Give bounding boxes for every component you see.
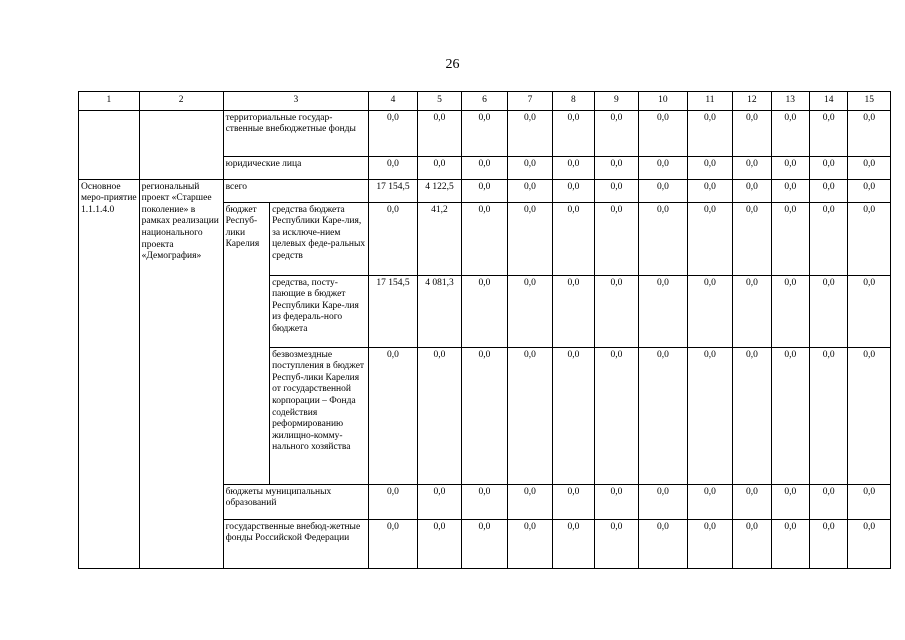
value-cell: 0,0 [417,156,461,179]
value-cell: 0,0 [771,110,809,156]
value-cell: 0,0 [507,110,553,156]
value-cell: 0,0 [507,347,553,484]
value-cell: 0,0 [771,156,809,179]
value-cell: 0,0 [687,202,733,275]
value-cell: 0,0 [553,179,594,202]
value-cell: 0,0 [687,156,733,179]
event-cell-empty [79,110,140,179]
funding-source-label: всего [223,179,369,202]
value-cell: 0,0 [369,202,418,275]
value-cell: 41,2 [417,202,461,275]
value-cell: 0,0 [771,347,809,484]
value-cell: 0,0 [369,110,418,156]
value-cell: 0,0 [369,156,418,179]
value-cell: 0,0 [639,202,688,275]
header-cell: 10 [639,92,688,111]
header-cell: 7 [507,92,553,111]
funding-source-label: средства бюджета Республики Каре-лия, за исключе-нием целевых феде-ральных средств [270,202,369,275]
value-cell: 17 154,5 [369,179,418,202]
value-cell: 0,0 [553,347,594,484]
value-cell: 4 081,3 [417,275,461,347]
value-cell: 0,0 [733,110,771,156]
value-cell: 0,0 [594,347,638,484]
funding-source-label: безвозмездные поступления в бюджет Респуб-лики Карелия от государственной корпорации – Фонда содействия реформированию жилищно-комму-нального хозяйства [270,347,369,484]
value-cell: 0,0 [462,519,508,568]
value-cell: 0,0 [594,202,638,275]
value-cell: 0,0 [771,519,809,568]
page-number: 26 [445,57,460,72]
value-cell: 0,0 [594,519,638,568]
header-cell: 12 [733,92,771,111]
value-cell: 0,0 [810,484,848,519]
budget-table [78,91,891,569]
value-cell: 0,0 [810,202,848,275]
header-cell: 4 [369,92,418,111]
value-cell: 0,0 [639,275,688,347]
header-cell: 11 [687,92,733,111]
header-cell: 2 [139,92,223,111]
value-cell: 0,0 [810,519,848,568]
value-cell: 0,0 [848,156,891,179]
value-cell: 0,0 [594,110,638,156]
value-cell: 0,0 [639,347,688,484]
value-cell: 0,0 [687,347,733,484]
value-cell: 0,0 [687,275,733,347]
value-cell: 0,0 [639,179,688,202]
value-cell: 0,0 [733,347,771,484]
value-cell: 0,0 [462,484,508,519]
value-cell: 4 122,5 [417,179,461,202]
header-cell: 8 [553,92,594,111]
value-cell: 0,0 [553,110,594,156]
value-cell: 0,0 [771,202,809,275]
value-cell: 0,0 [848,484,891,519]
value-cell: 0,0 [810,110,848,156]
table-row [79,110,891,156]
header-cell: 14 [810,92,848,111]
value-cell: 0,0 [810,275,848,347]
header-cell: 13 [771,92,809,111]
value-cell: 0,0 [733,156,771,179]
value-cell: 0,0 [553,275,594,347]
value-cell: 0,0 [733,179,771,202]
value-cell: 0,0 [639,484,688,519]
value-cell: 0,0 [553,519,594,568]
header-cell: 3 [223,92,369,111]
value-cell: 0,0 [594,275,638,347]
header-cell: 1 [79,92,140,111]
project-cell-empty [139,110,223,179]
funding-source-label: бюджеты муниципальных образований [223,484,369,519]
funding-source-label: юридические лица [223,156,369,179]
table-row [79,179,891,202]
value-cell: 0,0 [369,347,418,484]
header-cell: 9 [594,92,638,111]
value-cell: 0,0 [639,156,688,179]
budget-group-cell: бюджет Респуб-лики Карелия [223,202,270,484]
value-cell: 0,0 [369,484,418,519]
value-cell: 0,0 [848,179,891,202]
value-cell: 0,0 [848,110,891,156]
value-cell: 0,0 [462,110,508,156]
value-cell: 0,0 [553,202,594,275]
value-cell: 0,0 [733,202,771,275]
value-cell: 0,0 [369,519,418,568]
value-cell: 17 154,5 [369,275,418,347]
value-cell: 0,0 [417,110,461,156]
header-cell: 15 [848,92,891,111]
value-cell: 0,0 [810,156,848,179]
value-cell: 0,0 [417,519,461,568]
value-cell: 0,0 [417,484,461,519]
funding-source-label: средства, посту-пающие в бюджет Республики Каре-лия из федераль-ного бюджета [270,275,369,347]
table-header-row [79,92,891,111]
value-cell: 0,0 [687,110,733,156]
value-cell: 0,0 [553,156,594,179]
value-cell: 0,0 [507,519,553,568]
value-cell: 0,0 [639,110,688,156]
value-cell: 0,0 [687,484,733,519]
value-cell: 0,0 [553,484,594,519]
project-cell: региональный проект «Старшее поколение» в рамках реализации национального проекта «Демография» [139,179,223,568]
value-cell: 0,0 [462,179,508,202]
value-cell: 0,0 [507,156,553,179]
value-cell: 0,0 [462,275,508,347]
value-cell: 0,0 [507,179,553,202]
value-cell: 0,0 [733,275,771,347]
value-cell: 0,0 [810,179,848,202]
value-cell: 0,0 [507,484,553,519]
value-cell: 0,0 [687,179,733,202]
value-cell: 0,0 [848,202,891,275]
value-cell: 0,0 [771,484,809,519]
value-cell: 0,0 [462,347,508,484]
value-cell: 0,0 [507,275,553,347]
value-cell: 0,0 [417,347,461,484]
value-cell: 0,0 [594,179,638,202]
value-cell: 0,0 [771,179,809,202]
funding-source-label: государственные внебюд-жетные фонды Российской Федерации [223,519,369,568]
value-cell: 0,0 [733,519,771,568]
value-cell: 0,0 [594,156,638,179]
event-cell: Основное меро-приятие 1.1.1.4.0 [79,179,140,568]
value-cell: 0,0 [507,202,553,275]
header-cell: 6 [462,92,508,111]
funding-source-label: территориальные государ-ственные внебюджетные фонды [223,110,369,156]
value-cell: 0,0 [639,519,688,568]
value-cell: 0,0 [848,347,891,484]
value-cell: 0,0 [771,275,809,347]
value-cell: 0,0 [848,275,891,347]
value-cell: 0,0 [462,156,508,179]
value-cell: 0,0 [848,519,891,568]
value-cell: 0,0 [462,202,508,275]
value-cell: 0,0 [733,484,771,519]
value-cell: 0,0 [810,347,848,484]
value-cell: 0,0 [594,484,638,519]
value-cell: 0,0 [687,519,733,568]
header-cell: 5 [417,92,461,111]
